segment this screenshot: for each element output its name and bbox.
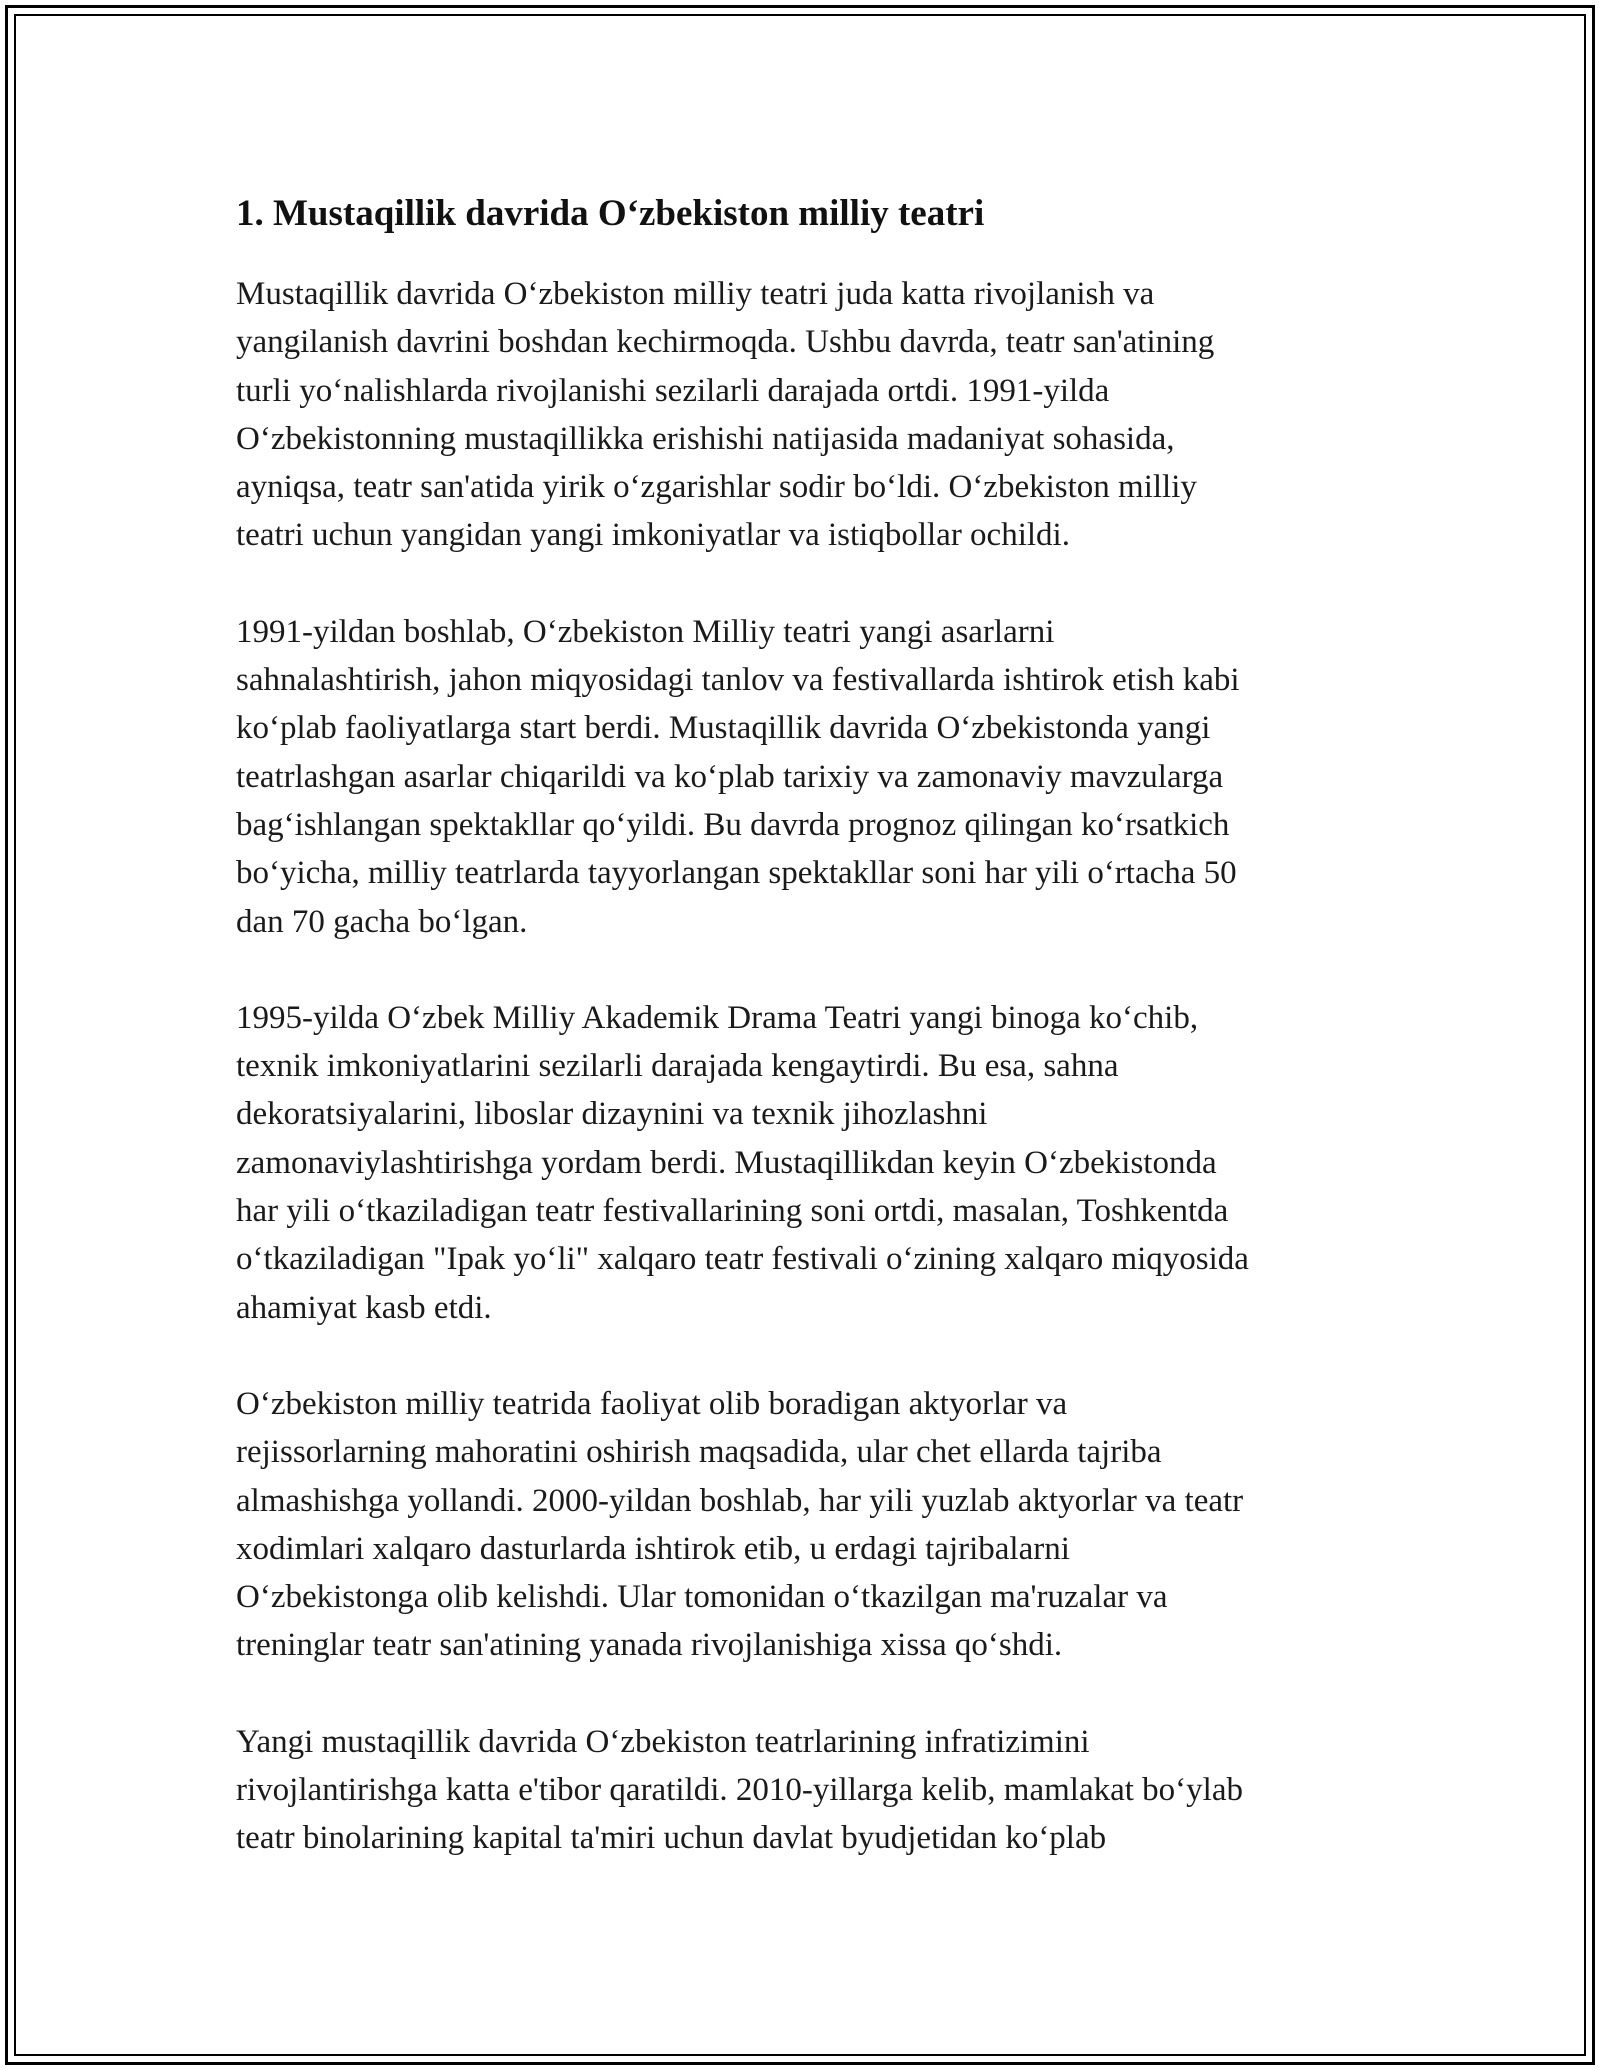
text-line: turli yo‘nalishlarda rivojlanishi sezilarli darajada ortdi. 1991-yilda: [236, 372, 1110, 409]
paragraph-5: [236, 1718, 1386, 1863]
text-line: yangilanish davrini boshdan kechirmoqda. Ushbu davrda, teatr san'atining: [236, 324, 1215, 361]
text-line: teatr binolarining kapital ta'miri uchun davlat byudjetidan ko‘plab: [236, 1820, 1107, 1857]
text-line: Yangi mustaqillik davrida O‘zbekiston teatrlarining infratizimini: [236, 1723, 1090, 1760]
text-line: texnik imkoniyatlarini sezilarli darajada kengaytirdi. Bu esa, sahna: [236, 1048, 1119, 1085]
section-heading: 1. Mustaqillik davrida O‘zbekiston milliy teatri: [236, 193, 985, 234]
text-line: dan 70 gacha bo‘lgan.: [236, 903, 528, 940]
text-line: zamonaviylashtirishga yordam berdi. Mustaqillikdan keyin O‘zbekistonda: [236, 1144, 1217, 1181]
text-line: 1991-yildan boshlab, O‘zbekiston Milliy teatri yangi asarlarni: [236, 613, 1055, 650]
text-line: teatri uchun yangidan yangi imkoniyatlar va istiqbollar ochildi.: [236, 517, 1070, 554]
paragraph-1: [236, 270, 1386, 560]
text-line: O‘zbekistonga olib kelishdi. Ular tomonidan o‘tkazilgan ma'ruzalar va: [236, 1579, 1168, 1616]
text-line: dekoratsiyalarini, liboslar dizaynini va texnik jihozlashni: [236, 1096, 988, 1133]
paragraph-2: [236, 608, 1386, 946]
text-line: sahnalashtirish, jahon miqyosidagi tanlov va festivallarda ishtirok etish kabi: [236, 662, 1240, 699]
text-line: 1995-yilda O‘zbek Milliy Akademik Drama Teatri yangi binoga ko‘chib,: [236, 999, 1199, 1036]
text-line: har yili o‘tkaziladigan teatr festivallarining soni ortdi, masalan, Toshkentda: [236, 1193, 1229, 1230]
text-line: xodimlari xalqaro dasturlarda ishtirok etib, u erdagi tajribalarni: [236, 1530, 1070, 1567]
text-line: Mustaqillik davrida O‘zbekiston milliy teatri juda katta rivojlanish va: [236, 276, 1155, 312]
text-line: o‘tkaziladigan "Ipak yo‘li" xalqaro teatr festivali o‘zining xalqaro miqyosida: [236, 1241, 1249, 1278]
text-line: bo‘yicha, milliy teatrlarda tayyorlangan spektakllar soni har yili o‘rtacha 50: [236, 855, 1237, 892]
text-line: teatrlashgan asarlar chiqarildi va ko‘plab tarixiy va zamonaviy mavzularga: [236, 758, 1224, 795]
text-line: rivojlantirishga katta e'tibor qaratildi. 2010-yillarga kelib, mamlakat bo‘ylab: [236, 1772, 1243, 1809]
text-line: O‘zbekiston milliy teatrida faoliyat olib boradigan aktyorlar va: [236, 1385, 1068, 1422]
text-line: ko‘plab faoliyatlarga start berdi. Mustaqillik davrida O‘zbekistonda yangi: [236, 710, 1211, 747]
text-line: treninglar teatr san'atining yanada rivojlanishiga xissa qo‘shdi.: [236, 1627, 1063, 1664]
text-line: ayniqsa, teatr san'atida yirik o‘zgarishlar sodir bo‘ldi. O‘zbekiston milliy: [236, 469, 1197, 506]
text-line: bag‘ishlangan spektakllar qo‘yildi. Bu davrda prognoz qilingan ko‘rsatkich: [236, 806, 1230, 843]
paragraph-4: [236, 1380, 1386, 1670]
text-line: O‘zbekistonning mustaqillikka erishishi natijasida madaniyat sohasida,: [236, 420, 1175, 457]
document-body: [236, 188, 1386, 1911]
text-line: ahamiyat kasb etdi.: [236, 1289, 492, 1326]
text-line: rejissorlarning mahoratini oshirish maqsadida, ular chet ellarda tajriba: [236, 1434, 1162, 1471]
paragraph-3: [236, 994, 1386, 1332]
text-line: almashishga yollandi. 2000-yildan boshlab, har yili yuzlab aktyorlar va teatr: [236, 1482, 1244, 1519]
